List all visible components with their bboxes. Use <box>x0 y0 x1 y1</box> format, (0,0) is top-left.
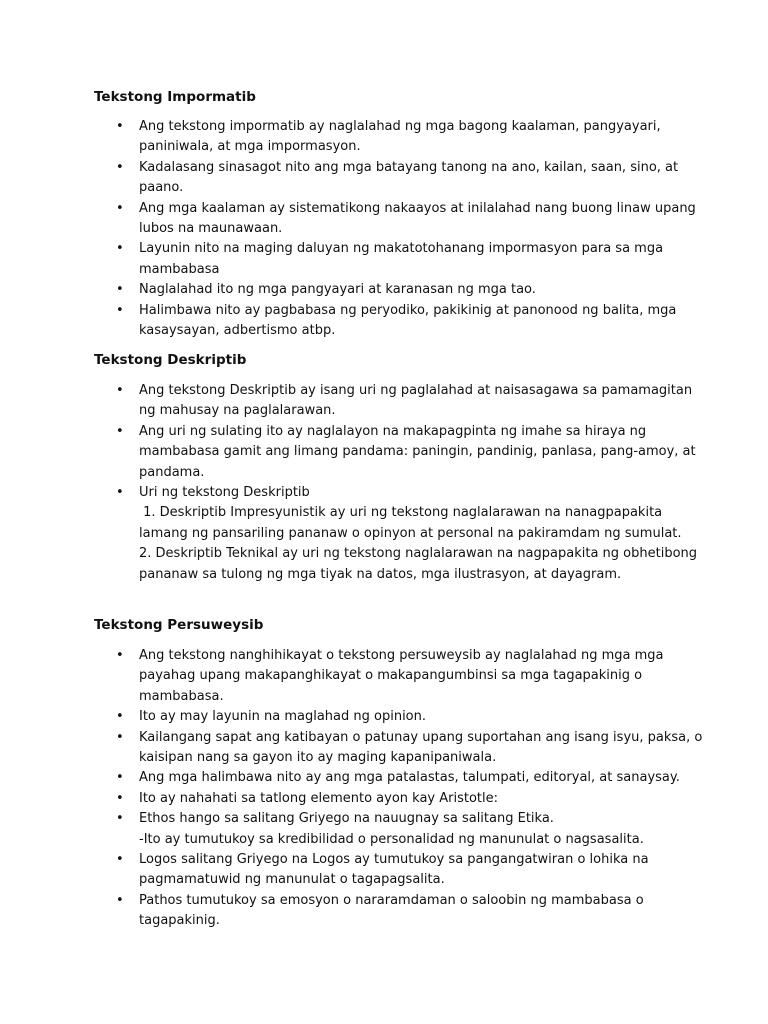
section-heading: Tekstong Deskriptib <box>94 352 247 368</box>
bullet-icon: • <box>116 241 124 257</box>
list-item: • Kadalasang sinasagot nito ang mga batayang tanong na ano, kailan, saan, sino, at paano. <box>116 159 679 196</box>
list-item: • Ang mga kaalaman ay sistematikong nakaayos at inilalahad nang buong linaw upang lubos na maunawaan. <box>116 200 696 237</box>
bullet-icon: • <box>116 383 124 398</box>
bullet-list <box>0 117 768 341</box>
list-item: • Naglalahad ito ng mga pangyayari at karanasan ng mga tao. <box>0 280 669 300</box>
bullet-list <box>0 646 768 932</box>
bullet-icon: • <box>116 709 124 725</box>
list-item: • Ang uri ng sulating ito ay naglalayon na makapagpinta ng imahe sa hiraya ng mambabasa gamit ang limang pandama: paningin, pandinig, panlasa, pang-amoy, at pandama. <box>116 423 696 480</box>
bullet-icon: • <box>116 790 124 806</box>
bullet-icon: • <box>116 119 124 134</box>
bullet-icon: • <box>116 423 124 439</box>
list-item: • Pathos tumutukoy sa emosyon o nararamdaman o saloobin ng mambabasa o tagapakinig. <box>116 892 644 929</box>
list-item: • Uri ng tekstong Deskriptib 1. Deskriptib Impresyunistik ay uri ng tekstong naglalarawan na nanagpapakita lamang ng pansariling pananaw o opinyon at personal na pakiramdam ng sumulat. 2. Deskriptib Teknikal ay uri ng tekstong naglalarawan na nagpapakita ng obhetibong pananaw sa tulong ng mga tiyak na datos, mga ilustrasyon, at dayagram. <box>116 485 698 582</box>
bullet-icon: • <box>116 811 124 827</box>
bullet-icon: • <box>116 729 124 745</box>
bullet-icon: • <box>116 485 124 501</box>
bullet-icon: • <box>116 159 124 175</box>
bullet-list <box>0 381 768 585</box>
bullet-icon: • <box>116 648 124 663</box>
bullet-icon: • <box>116 282 124 298</box>
bullet-icon: • <box>116 852 124 868</box>
list-item: • Ang tekstong nanghihikayat o tekstong persuweysib ay naglalahad ng mga mga payahag upang makapanghikayat o makapangumbinsi sa mga tagapakinig o mambabasa. <box>116 648 664 704</box>
list-item: • Halimbawa nito ay pagbabasa ng peryodiko, pakikinig at panonood ng balita, mga kasaysayan, adbertismo atbp. <box>116 302 677 339</box>
bullet-icon: • <box>116 892 124 908</box>
list-item: • Layunin nito na maging daluyan ng makatotohanang impormasyon para sa mga mambabasa <box>116 241 664 277</box>
list-item: • Kailangang sapat ang katibayan o patunay upang suportahan ang isang isyu, paksa, o kaisipan nang sa gayon ito ay maging kapanipaniwala. <box>116 729 703 766</box>
list-item: • Logos salitang Griyego na Logos ay tumutukoy sa pangangatwiran o lohika na pagmamatuwid ng manunulat o tagapagsalita. <box>116 852 649 888</box>
list-item: • Ang mga halimbawa nito ay ang mga patalastas, talumpati, editoryal, at sanaysay. <box>0 768 669 788</box>
section-heading: Tekstong Impormatib <box>94 89 256 105</box>
list-item: • Ang tekstong impormatib ay naglalahad ng mga bagong kaalaman, pangyayari, paniniwala, at mga impormasyon. <box>116 119 661 155</box>
bullet-icon: • <box>116 770 124 786</box>
bullet-icon: • <box>116 302 124 318</box>
list-item: • Ethos hango sa salitang Griyego na nauugnay sa salitang Etika. -Ito ay tumutukoy sa kredibilidad o personalidad ng manunulat o nagsasalita. <box>116 811 644 847</box>
list-item: • Ito ay may layunin na maglahad ng opinion. <box>0 707 669 727</box>
list-item: • Ito ay nahahati sa tatlong elemento ayon kay Aristotle: <box>0 789 669 809</box>
list-item: • Ang tekstong Deskriptib ay isang uri ng paglalahad at naisasagawa sa pamamagitan ng mahusay na paglalarawan. <box>116 383 693 419</box>
section-heading: Tekstong Persuweysib <box>94 617 264 633</box>
bullet-icon: • <box>116 200 124 216</box>
